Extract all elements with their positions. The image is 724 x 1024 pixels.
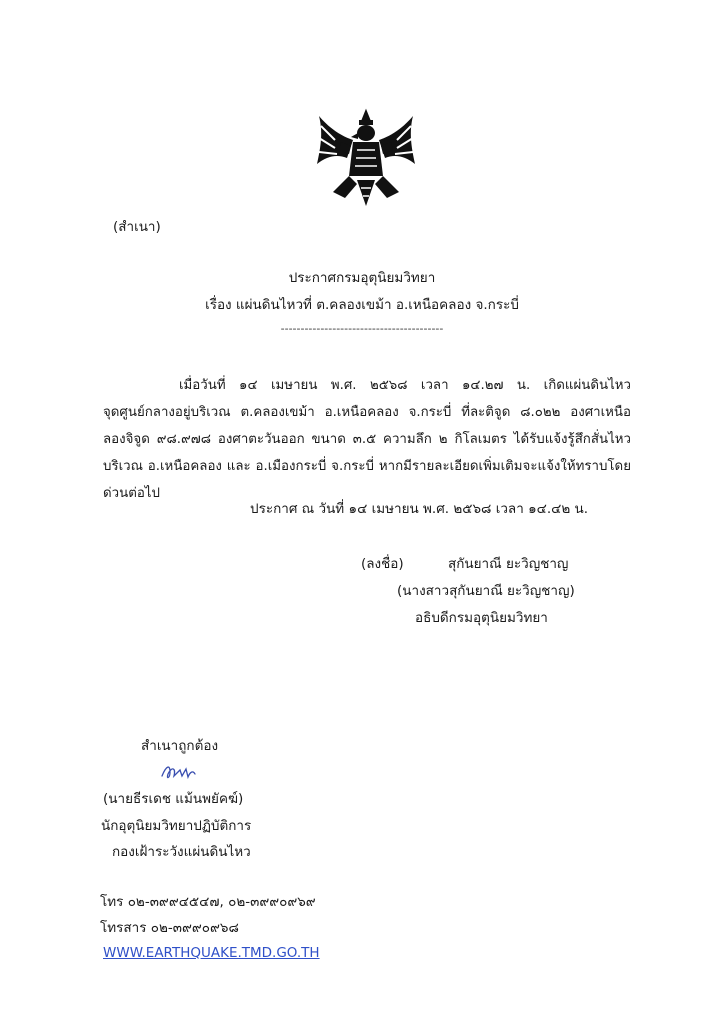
signed-label: (ลงชื่อ) <box>361 556 404 572</box>
title-separator: ----------------------------------------- <box>280 322 444 335</box>
body-paragraph <box>103 372 631 507</box>
certifier-division: กองเฝ้าระวังแผ่นดินไหว <box>112 844 251 860</box>
phone-numbers: โทร ๐๒-๓๙๙๔๕๔๗, ๐๒-๓๙๙๐๙๖๙ <box>100 894 316 910</box>
website-link[interactable]: WWW.EARTHQUAKE.TMD.GO.TH <box>103 945 320 961</box>
certified-copy-label: สำเนาถูกต้อง <box>141 738 219 754</box>
fax-number: โทรสาร ๐๒-๓๙๙๐๙๖๘ <box>100 920 239 936</box>
certifier-position: นักอุตุนิยมวิทยาปฏิบัติการ <box>101 818 252 834</box>
document-title: ประกาศกรมอุตุนิยมวิทยา <box>288 270 436 286</box>
signatory-position: อธิบดีกรมอุตุนิยมวิทยา <box>415 610 548 626</box>
copy-label: (สำเนา) <box>113 219 161 235</box>
announcement-date: ประกาศ ณ วันที่ ๑๔ เมษายน พ.ศ. ๒๕๖๘ เวลา ๑๔.๔๒ น. <box>250 501 589 517</box>
body-paragraph-text: เมื่อวันที่ ๑๔ เมษายน พ.ศ. ๒๕๖๘ เวลา ๑๔.๒๗ น. เกิดแผ่นดินไหว จุดศูนย์กลางอยู่บริเวณ ต.คลองเขม้า อ.เหนือคลอง จ.กระบี่ ที่ละติจูด ๘.๐๒๒ องศาเหนือ ลองจิจูด ๙๘.๙๗๘ องศาตะวันออก ขนาด ๓.๕ ความลึก ๒ กิโลเมตร ได้รับแจ้งรู้สึกสั่นไหวบริเวณ อ.เหนือคลอง และ อ.เมืองกระบี่ จ.กระบี่ หากมีรายละเอียดเพิ่มเติมจะแจ้งให้ทราบโดยด่วนต่อไป <box>103 378 631 501</box>
signed-name: สุกันยาณี ยะวิญชาญ <box>448 556 569 572</box>
certifier-name: (นายธีรเดช แม้นพยัคฆ์) <box>103 791 244 807</box>
handwritten-signature-icon <box>158 760 198 784</box>
garuda-emblem-icon <box>311 106 421 211</box>
signatory-full-name: (นางสาวสุกันยาณี ยะวิญชาญ) <box>397 583 575 599</box>
document-subject: เรื่อง แผ่นดินไหวที่ ต.คลองเขม้า อ.เหนือคลอง จ.กระบี่ <box>205 297 519 313</box>
